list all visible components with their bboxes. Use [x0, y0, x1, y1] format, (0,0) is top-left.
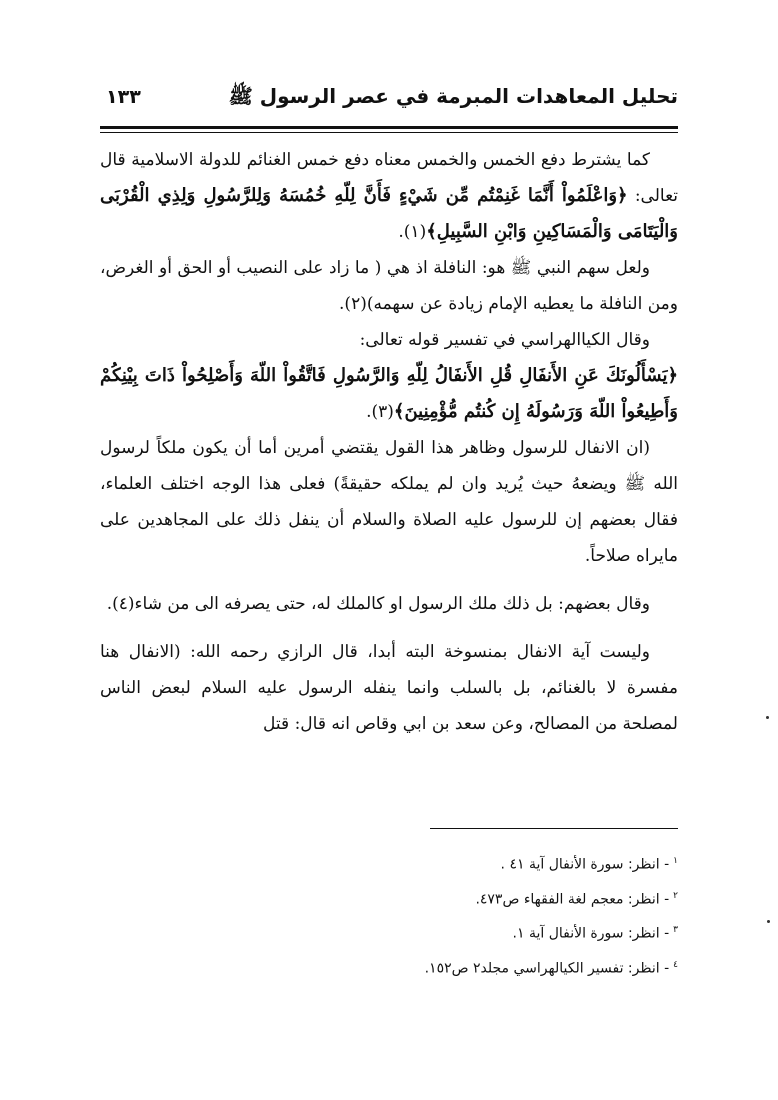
- body-text: [100, 142, 678, 742]
- footnote: $^٣$- انظر: سورة الأنفال آية ١.: [512, 925, 678, 942]
- footnote-rule: [430, 828, 678, 829]
- paragraph: (ان الانفال للرسول وظاهر هذا القول يقتضي أمرين أما أن يكون ملكاً لرسول الله ﷺ ويضعهُ حيث يُريد وان لم يملكه حقيقةً) فعلى هذا الوجه اختلف العلماء، فقال بعضهم إن للرسول عليه الصلاة والسلام أن ينفل ذلك على المجاهدين على مايراه صلاحاً.: [100, 438, 678, 566]
- footnotes: [120, 846, 678, 985]
- scan-speck: [767, 920, 770, 923]
- spacer: [100, 622, 678, 634]
- header-rule-thin: [100, 132, 678, 133]
- scan-speck: [766, 716, 769, 719]
- paragraph: وقال بعضهم: بل ذلك ملك الرسول او كالملك له، حتى يصرفه الى من شاء(٤).: [106, 594, 650, 614]
- paragraph: ﴿يَسْأَلُونَكَ عَنِ الأَنفَالِ قُلِ الأَنفَالُ لِلّهِ وَالرَّسُولِ فَاتَّقُواْ اللّهَ وَأَصْلِحُواْ ذَاتَ بِيْنِكُمْ وَأَطِيعُواْ اللّهَ وَرَسُولَهُ إِن كُنتُم مُّؤْمِنِينَ﴾(٣).: [100, 365, 678, 422]
- quran-verse: ﴿يَسْأَلُونَكَ عَنِ الأَنفَالِ قُلِ الأَنفَالُ لِلّهِ وَالرَّسُولِ فَاتَّقُواْ اللّهَ وَأَصْلِحُواْ ذَاتَ بِيْنِكُمْ وَأَطِيعُواْ اللّهَ وَرَسُولَهُ إِن كُنتُم مُّؤْمِنِينَ﴾: [100, 365, 678, 422]
- spacer: [100, 574, 678, 586]
- paragraph: وليست آية الانفال بمنسوخة البته أبدا، قال الرازي رحمه الله: (الانفال هنا مفسرة لا بالغنائم، بل بالسلب وانما ينفله الرسول عليه السلام لبعض الناس لمصلحة من المصالح، وعن سعد بن ابي وقاص انه قال: قتل: [100, 642, 678, 734]
- page-number: ١٣٣: [106, 86, 141, 108]
- footnote: $^٢$- انظر: معجم لغة الفقهاء ص٤٧٣.: [475, 890, 678, 908]
- footnote: $^١$- انظر: سورة الأنفال آية ٤١ .: [500, 856, 678, 873]
- quran-verse: ﴿وَاعْلَمُواْ أَنَّمَا غَنِمْتُم مِّن شَيْءٍ فَأَنَّ لِلّهِ خُمُسَهُ وَلِلرَّسُولِ وَلِذِي الْقُرْبَى وَالْيَتَامَى وَالْمَسَاكِينِ وَابْنِ السَّبِيلِ﴾: [100, 185, 678, 242]
- header-rule-thick: [100, 126, 678, 129]
- footnote: $^٤$- انظر: تفسير الكيالهراسي مجلد٢ ص١٥٢.: [424, 959, 678, 977]
- header-title: تحليل المعاهدات المبرمة في عصر الرسول ﷺ: [228, 84, 678, 108]
- running-header: [100, 84, 678, 124]
- paragraph: وقال الكياالهراسي في تفسير قوله تعالى:: [359, 330, 650, 350]
- paragraph: كما يشترط دفع الخمس والخمس معناه دفع خمس الغنائم للدولة الاسلامية قال تعالى: ﴿وَاعْلَمُواْ أَنَّمَا غَنِمْتُم مِّن شَيْءٍ فَأَنَّ لِلّهِ خُمُسَهُ وَلِلرَّسُولِ وَلِذِي الْقُرْبَى وَالْيَتَامَى وَالْمَسَاكِينِ وَابْنِ السَّبِيلِ﴾(١).: [100, 150, 679, 242]
- paragraph: ولعل سهم النبي ﷺ هو: النافلة اذ هي ( ما زاد على النصيب أو الحق أو الغرض، ومن النافلة ما يعطيه الإمام زيادة عن سهمه)(٢).: [100, 258, 678, 314]
